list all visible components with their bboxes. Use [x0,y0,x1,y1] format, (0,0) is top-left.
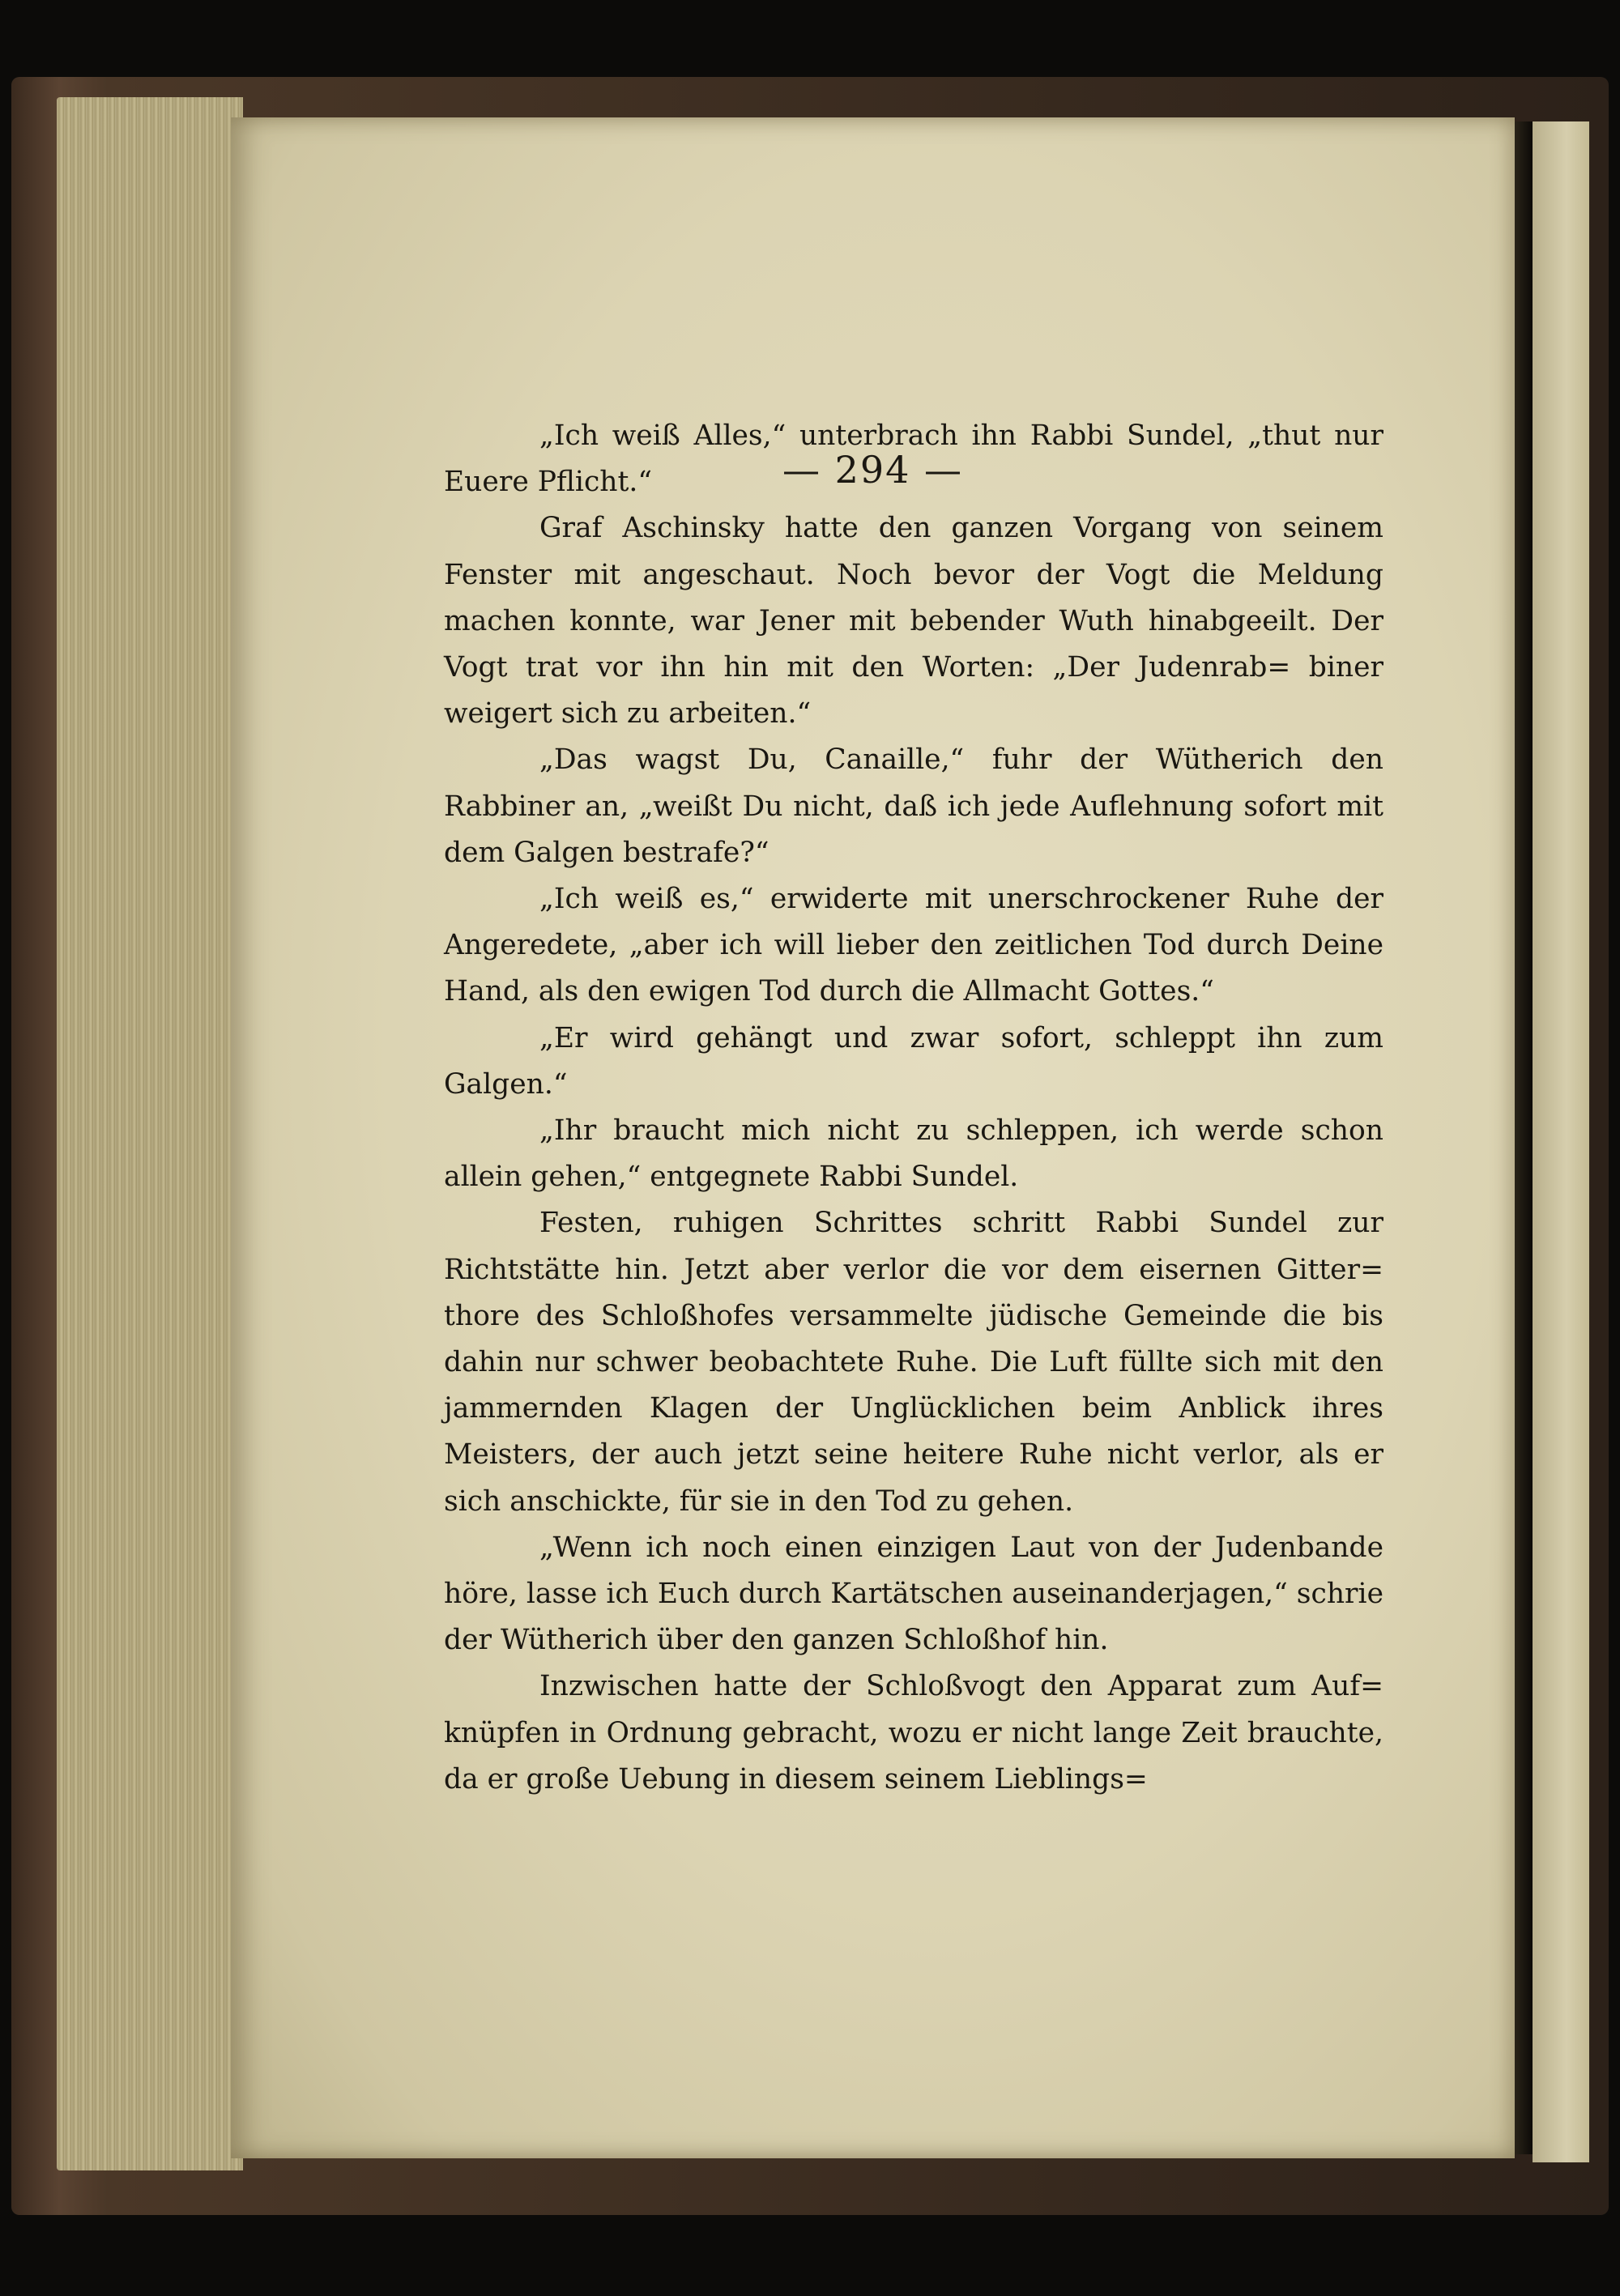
page-edges [57,97,243,2170]
paragraph: „Ihr braucht mich nicht zu schleppen, ich werde schon allein gehen,“ entgegnete Rabbi Sundel. [444,1114,1383,1194]
paragraph: „Wenn ich noch einen einzigen Laut von der Judenbande höre, lasse ich Euch durch Kartätschen auseinanderjagen,“ schrie der Wütherich über den ganzen Schloßhof hin. [444,1531,1383,1657]
paragraph: „Er wird gehängt und zwar sofort, schleppt ihn zum Galgen.“ [444,1021,1383,1101]
paragraph: „Ich weiß Alles,“ unterbrach ihn Rabbi Sundel, „thut nur Euere Pflicht.“ [444,420,1383,499]
body-text [444,413,1383,1803]
facing-page-edge [1533,121,1589,2162]
paragraph: „Das wagst Du, Canaille,“ fuhr der Wütherich den Rabbiner an, „weißt Du nicht, daß ich jede Auflehnung sofort mit dem Galgen bestrafe?“ [444,743,1383,869]
spine-gap [1515,121,1533,2154]
paragraph: Graf Aschinsky hatte den ganzen Vorgang von seinem Fenster mit angeschaut. Noch bevor der Vogt die Meldung machen konnte, war Jener mit bebender Wuth hinabgeeilt. Der Vogt trat vor ihn hin mit den Worten: „Der Judenrab= biner weigert sich zu arbeiten.“ [444,512,1383,731]
paragraph: Festen, ruhigen Schrittes schritt Rabbi Sundel zur Richtstätte hin. Jetzt aber verlor die vor dem eisernen Gitter= thore des Schloßhofes versammelte jüdische Gemeinde die bis dahin nur schwer beobachtete Ruhe. Die Luft füllte sich mit den jammernden Klagen der Unglücklichen beim Anblick ihres Meisters, der auch jetzt seine heitere Ruhe nicht verlor, als er sich anschickte, für sie in den Tod zu gehen. [444,1207,1383,1518]
paragraph: Inzwischen hatte der Schloßvogt den Apparat zum Auf= knüpfen in Ordnung gebracht, wozu er nicht lange Zeit brauchte, da er große Uebung in diesem seinem Lieblings= [444,1670,1383,1795]
page-number: — 294 — [782,448,964,492]
paragraph: „Ich weiß es,“ erwiderte mit unerschrockener Ruhe der Angeredete, „aber ich will lieber den zeitlichen Tod durch Deine Hand, als den ewigen Tod durch die Allmacht Gottes.“ [444,883,1383,1008]
